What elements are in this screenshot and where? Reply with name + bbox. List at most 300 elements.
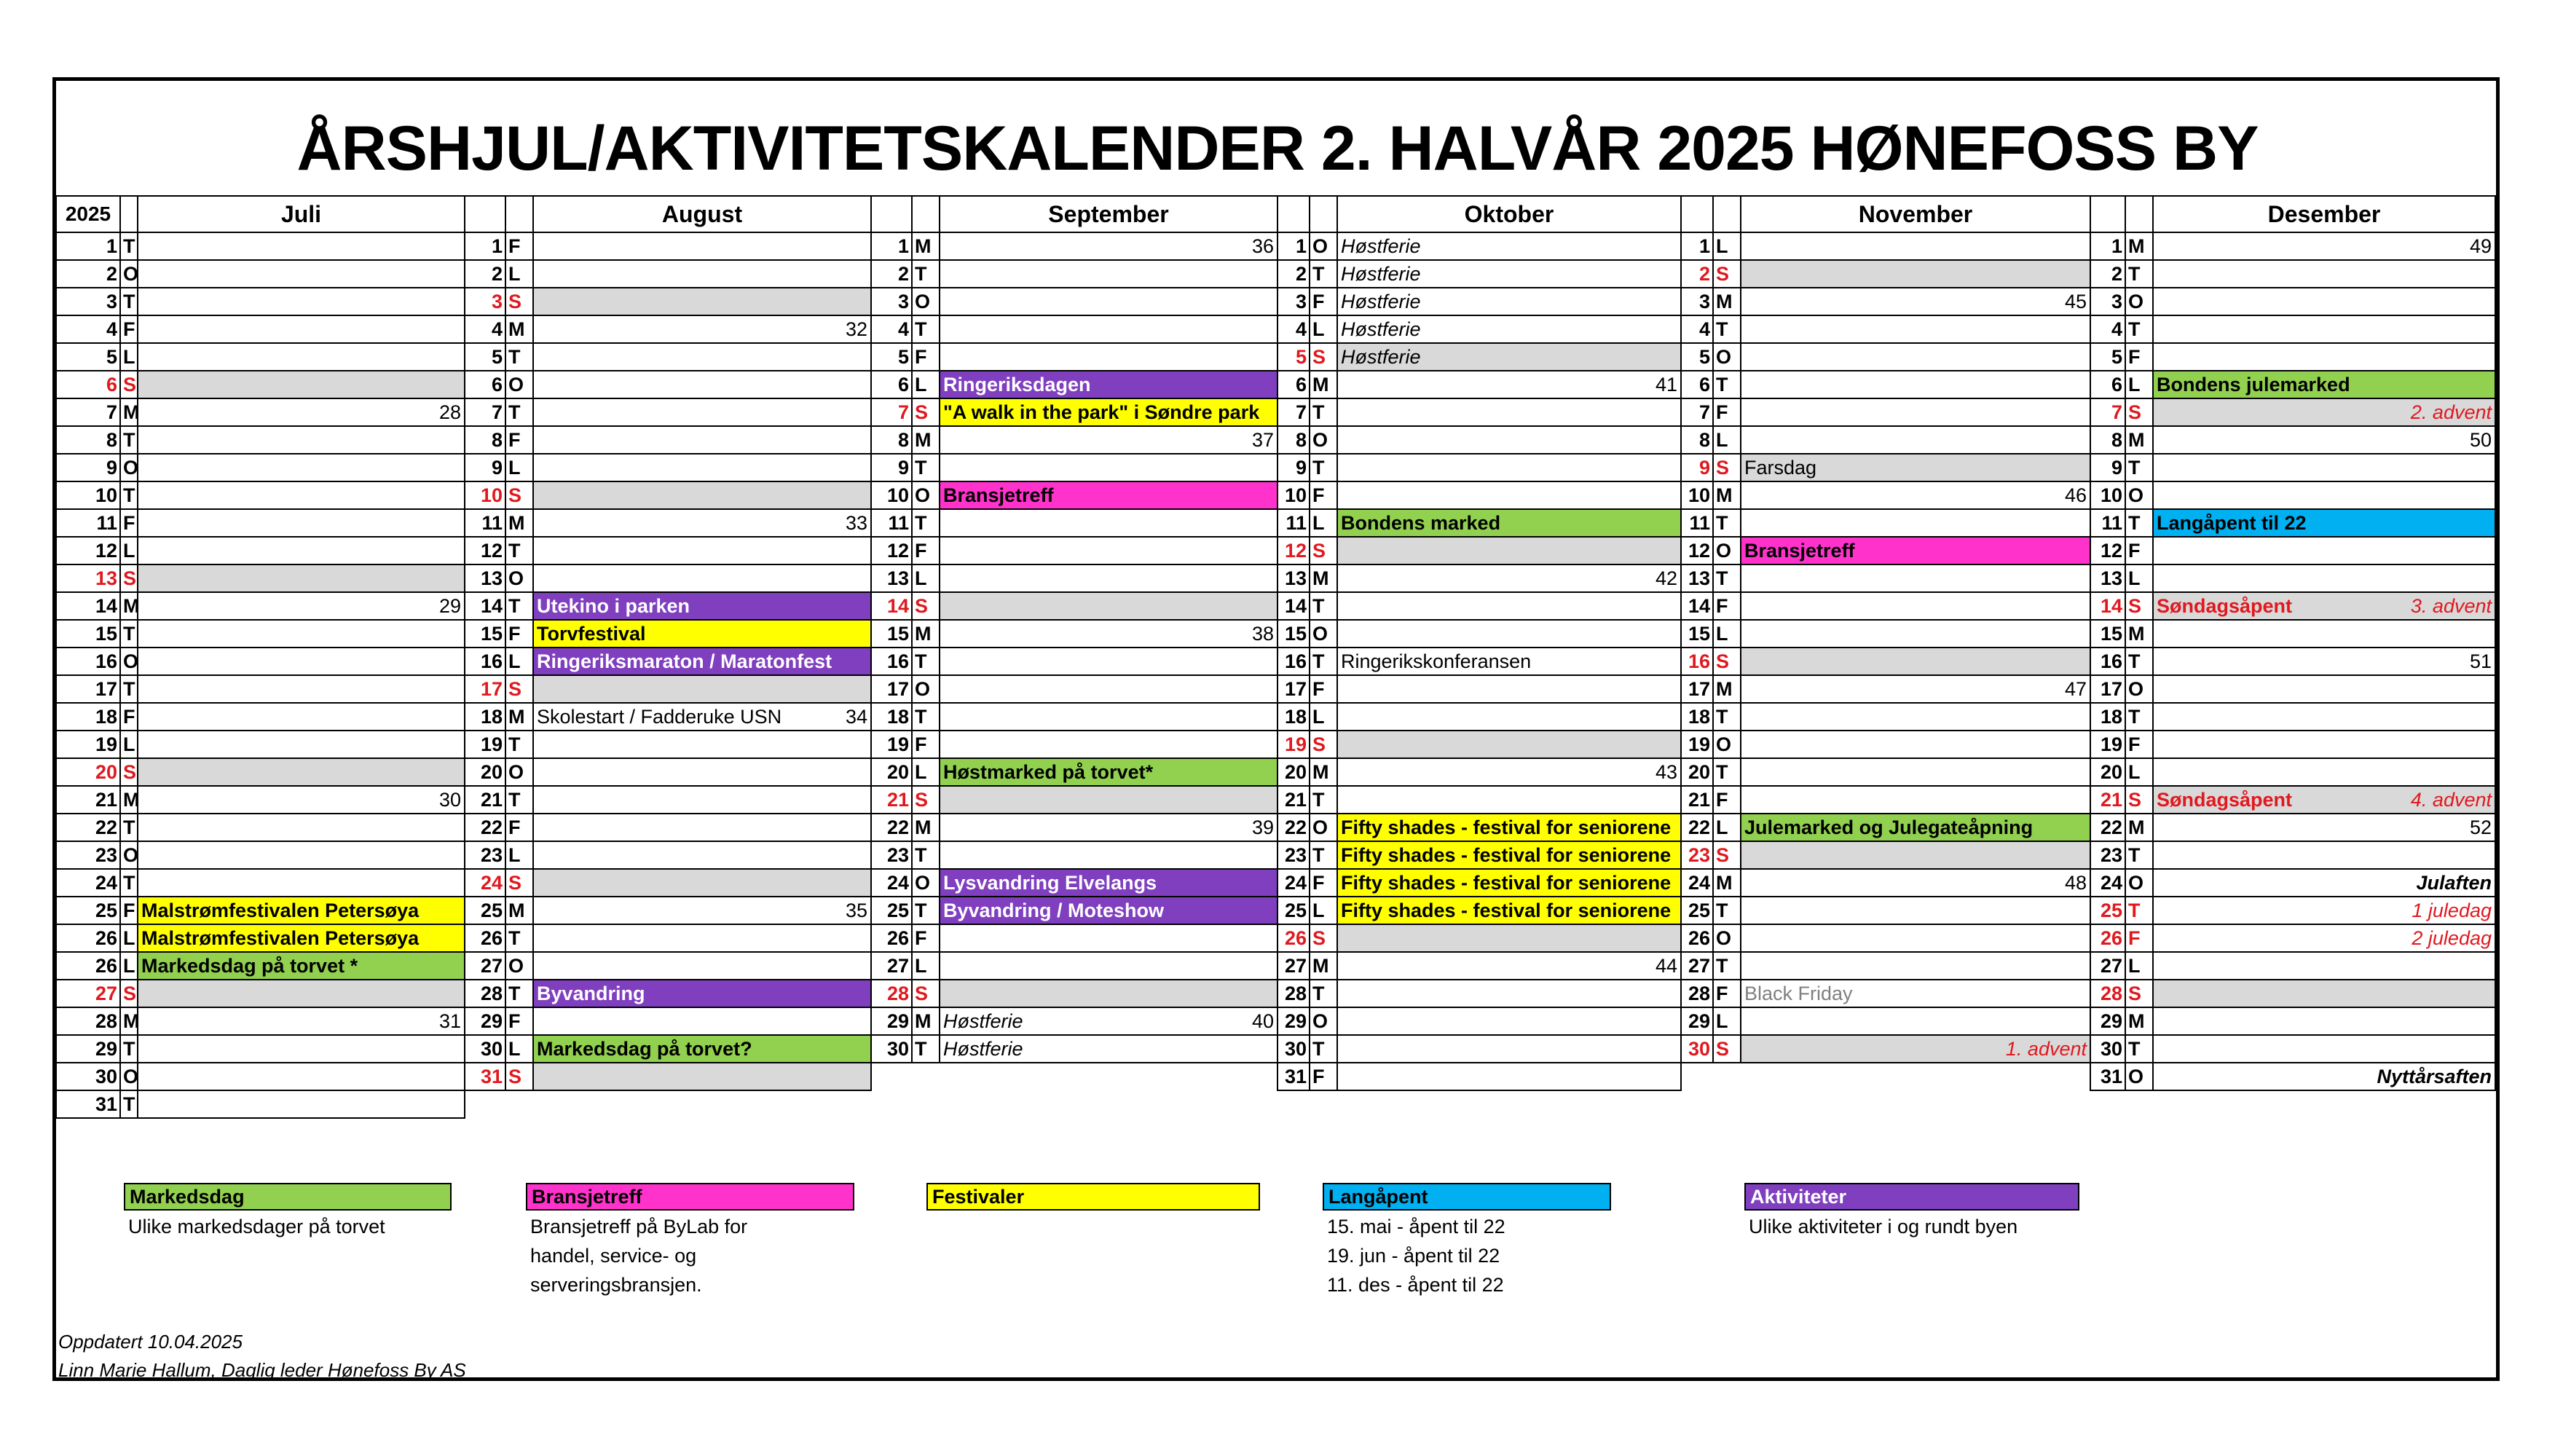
holiday-note: 3. advent: [2410, 595, 2492, 617]
event-cell: [2153, 620, 2495, 648]
event-cell: [940, 481, 1278, 509]
day-number: 3: [2090, 288, 2125, 315]
event-cell: [1741, 786, 2090, 814]
event-cell: [940, 980, 1278, 1007]
weekday-letter: O: [505, 758, 533, 786]
event-cell: [138, 426, 465, 454]
weekday-letter: M: [120, 786, 138, 814]
weekday-letter: M: [1310, 758, 1337, 786]
calendar-row: [56, 1035, 2495, 1063]
day-number: 7: [1278, 398, 1310, 426]
weekday-letter: O: [912, 481, 940, 509]
weekday-letter: T: [1310, 841, 1337, 869]
weekday-letter: T: [2125, 841, 2153, 869]
day-number: 25: [871, 897, 912, 924]
event-cell: [2153, 592, 2495, 620]
event-cell: [138, 1035, 465, 1063]
holiday-note: 2 juledag: [2412, 927, 2492, 949]
day-number: 7: [871, 398, 912, 426]
weekday-letter: F: [1310, 869, 1337, 897]
day-number: 28: [465, 980, 505, 1007]
day-number: 11: [871, 509, 912, 537]
event-cell: [1337, 232, 1681, 260]
month-header-row: [56, 196, 2495, 232]
event-cell: [2153, 648, 2495, 675]
event-label: Black Friday: [1744, 983, 1853, 1004]
event-cell: [533, 952, 871, 980]
day-number: 9: [56, 454, 120, 481]
event-label: "A walk in the park" i Søndre park: [943, 401, 1260, 423]
day-number: 2: [2090, 260, 2125, 288]
weekday-letter: M: [1713, 481, 1741, 509]
weekday-letter: F: [120, 897, 138, 924]
event-label: Lysvandring Elvelangs: [943, 872, 1157, 894]
event-cell: [940, 786, 1278, 814]
event-cell: [2153, 564, 2495, 592]
day-number: 18: [2090, 703, 2125, 731]
day-number: 18: [1681, 703, 1713, 731]
event-label: Julemarked og Julegateåpning: [1744, 816, 2034, 838]
event-cell: [1337, 371, 1681, 398]
weekday-letter: S: [912, 980, 940, 1007]
event-cell: [533, 924, 871, 952]
day-number: 9: [465, 454, 505, 481]
event-label: Høstferie: [1341, 346, 1421, 368]
weekday-letter: M: [505, 509, 533, 537]
empty-cell: [1741, 1090, 2090, 1118]
day-number: 23: [1278, 841, 1310, 869]
day-number: 24: [1278, 869, 1310, 897]
event-label: Langåpent til 22: [2157, 512, 2307, 534]
header-blank: [871, 196, 912, 232]
author-note: Linn Marie Hallum, Daglig leder Hønefoss By AS: [58, 1359, 466, 1381]
event-cell: [2153, 509, 2495, 537]
calendar-row: [56, 814, 2495, 841]
day-number: 3: [465, 288, 505, 315]
weekday-letter: S: [505, 1063, 533, 1090]
event-cell: [138, 1063, 465, 1090]
day-number: 27: [871, 952, 912, 980]
calendar-row: [56, 398, 2495, 426]
day-number: 19: [56, 731, 120, 758]
day-number: 12: [465, 537, 505, 564]
week-number: 30: [438, 789, 461, 811]
event-label: Fifty shades - festival for seniorene: [1341, 816, 1672, 838]
event-cell: [940, 841, 1278, 869]
event-cell: [1741, 426, 2090, 454]
weekday-letter: S: [1310, 537, 1337, 564]
weekday-letter: O: [505, 371, 533, 398]
event-cell: [2153, 398, 2495, 426]
calendar-row: [56, 454, 2495, 481]
calendar-row: [56, 952, 2495, 980]
holiday-note: 1 juledag: [2412, 900, 2492, 921]
event-cell: [1337, 426, 1681, 454]
event-label: Byvandring / Moteshow: [943, 900, 1165, 921]
weekday-letter: S: [505, 869, 533, 897]
event-label: Bondens julemarked: [2157, 374, 2350, 396]
event-cell: [1337, 481, 1681, 509]
weekday-letter: M: [2125, 232, 2153, 260]
weekday-letter: S: [1713, 648, 1741, 675]
event-cell: [1337, 675, 1681, 703]
event-cell: [138, 1090, 465, 1118]
event-cell: [940, 897, 1278, 924]
day-number: 8: [1278, 426, 1310, 454]
event-label: Malstrømfestivalen Petersøya: [141, 927, 420, 949]
day-number: 16: [1278, 648, 1310, 675]
event-cell: [940, 288, 1278, 315]
day-number: 8: [465, 426, 505, 454]
empty-cell: [505, 1090, 533, 1118]
event-cell: [1337, 398, 1681, 426]
calendar-row: [56, 426, 2495, 454]
calendar-row: [56, 841, 2495, 869]
day-number: 13: [2090, 564, 2125, 592]
event-cell: [1337, 509, 1681, 537]
calendar-row: [56, 786, 2495, 814]
event-cell: [1741, 1035, 2090, 1063]
weekday-letter: S: [912, 592, 940, 620]
weekday-letter: O: [120, 454, 138, 481]
weekday-letter: S: [2125, 592, 2153, 620]
event-cell: [940, 454, 1278, 481]
week-number: 39: [1251, 816, 1274, 838]
event-cell: [138, 232, 465, 260]
event-cell: [940, 592, 1278, 620]
weekday-letter: T: [912, 648, 940, 675]
event-cell: [2153, 537, 2495, 564]
event-cell: [138, 315, 465, 343]
weekday-letter: S: [120, 758, 138, 786]
event-cell: [940, 620, 1278, 648]
event-cell: [1337, 758, 1681, 786]
event-cell: [2153, 869, 2495, 897]
weekday-letter: O: [505, 564, 533, 592]
day-number: 30: [871, 1035, 912, 1063]
weekday-letter: O: [1310, 814, 1337, 841]
empty-cell: [2153, 1090, 2495, 1118]
day-number: 26: [465, 924, 505, 952]
weekday-letter: L: [912, 758, 940, 786]
day-number: 12: [1278, 537, 1310, 564]
calendar-row: [56, 371, 2495, 398]
day-number: 14: [56, 592, 120, 620]
week-number: 31: [438, 1010, 461, 1032]
weekday-letter: T: [505, 343, 533, 371]
day-number: 15: [1278, 620, 1310, 648]
weekday-letter: T: [1713, 509, 1741, 537]
day-number: 3: [1681, 288, 1713, 315]
weekday-letter: S: [1713, 841, 1741, 869]
event-cell: [940, 371, 1278, 398]
weekday-letter: O: [1310, 620, 1337, 648]
calendar-row: [56, 675, 2495, 703]
weekday-letter: T: [505, 537, 533, 564]
day-number: 8: [871, 426, 912, 454]
event-label: Høstferie: [1341, 318, 1421, 340]
weekday-letter: L: [2125, 371, 2153, 398]
event-cell: [2153, 232, 2495, 260]
day-number: 5: [465, 343, 505, 371]
day-number: 31: [1278, 1063, 1310, 1090]
day-number: 24: [56, 869, 120, 897]
weekday-letter: O: [912, 869, 940, 897]
event-cell: [940, 952, 1278, 980]
weekday-letter: O: [120, 260, 138, 288]
header-blank: [2125, 196, 2153, 232]
event-cell: [1741, 371, 2090, 398]
day-number: 30: [465, 1035, 505, 1063]
weekday-letter: L: [505, 260, 533, 288]
event-cell: [533, 897, 871, 924]
weekday-letter: S: [1310, 731, 1337, 758]
weekday-letter: T: [1310, 398, 1337, 426]
weekday-letter: M: [912, 620, 940, 648]
event-cell: [138, 731, 465, 758]
weekday-letter: M: [1310, 564, 1337, 592]
event-cell: [940, 758, 1278, 786]
day-number: 20: [2090, 758, 2125, 786]
event-cell: [1741, 398, 2090, 426]
day-number: 19: [1278, 731, 1310, 758]
calendar-row: [56, 260, 2495, 288]
month-header-september: September: [940, 196, 1278, 232]
event-cell: [1741, 841, 2090, 869]
day-number: 1: [1681, 232, 1713, 260]
event-cell: [2153, 758, 2495, 786]
day-number: 17: [1278, 675, 1310, 703]
weekday-letter: T: [120, 426, 138, 454]
calendar-row: [56, 869, 2495, 897]
event-cell: [533, 537, 871, 564]
day-number: 2: [465, 260, 505, 288]
weekday-letter: T: [912, 1035, 940, 1063]
event-cell: [2153, 1007, 2495, 1035]
weekday-letter: M: [912, 232, 940, 260]
week-number: 33: [845, 512, 867, 534]
day-number: 6: [465, 371, 505, 398]
page-title: ÅRSHJUL/AKTIVITETSKALENDER 2. HALVÅR 2025 HØNEFOSS BY: [296, 114, 2259, 184]
weekday-letter: F: [1713, 980, 1741, 1007]
event-cell: [940, 398, 1278, 426]
weekday-letter: M: [912, 1007, 940, 1035]
calendar-row: [56, 592, 2495, 620]
legend-description: Ulike markedsdager på torvet: [128, 1216, 385, 1237]
weekday-letter: S: [2125, 786, 2153, 814]
event-cell: [533, 481, 871, 509]
day-number: 16: [2090, 648, 2125, 675]
event-cell: [1337, 537, 1681, 564]
event-cell: [2153, 1063, 2495, 1090]
event-label: Søndagsåpent: [2157, 595, 2293, 617]
weekday-letter: T: [120, 288, 138, 315]
event-cell: [138, 398, 465, 426]
weekday-letter: F: [505, 1007, 533, 1035]
event-cell: [138, 924, 465, 952]
weekday-letter: F: [120, 509, 138, 537]
event-cell: [1337, 648, 1681, 675]
calendar-row: [56, 509, 2495, 537]
event-cell: [1337, 952, 1681, 980]
weekday-letter: O: [1713, 924, 1741, 952]
day-number: 18: [1278, 703, 1310, 731]
event-cell: [533, 288, 871, 315]
day-number: 26: [2090, 924, 2125, 952]
weekday-letter: S: [120, 371, 138, 398]
day-number: 6: [871, 371, 912, 398]
day-number: 17: [1681, 675, 1713, 703]
day-number: 10: [465, 481, 505, 509]
weekday-letter: L: [1310, 897, 1337, 924]
day-number: 20: [871, 758, 912, 786]
day-number: 28: [1278, 980, 1310, 1007]
day-number: 2: [1681, 260, 1713, 288]
weekday-letter: L: [120, 924, 138, 952]
week-number: 35: [845, 900, 867, 921]
weekday-letter: T: [505, 592, 533, 620]
day-number: 8: [1681, 426, 1713, 454]
event-cell: [1337, 703, 1681, 731]
week-number: 36: [1251, 235, 1274, 257]
event-cell: [533, 841, 871, 869]
event-cell: [138, 1007, 465, 1035]
week-number: 28: [438, 401, 461, 423]
weekday-letter: T: [120, 481, 138, 509]
event-cell: [533, 814, 871, 841]
weekday-letter: T: [505, 980, 533, 1007]
day-number: 3: [1278, 288, 1310, 315]
day-number: 1: [56, 232, 120, 260]
legend-description: handel, service- og: [530, 1245, 697, 1267]
day-number: 25: [2090, 897, 2125, 924]
weekday-letter: T: [1713, 758, 1741, 786]
day-number: 5: [2090, 343, 2125, 371]
weekday-letter: S: [1310, 343, 1337, 371]
event-cell: [1741, 758, 2090, 786]
day-number: 21: [56, 786, 120, 814]
event-cell: [138, 897, 465, 924]
event-cell: [1337, 924, 1681, 952]
weekday-letter: L: [2125, 564, 2153, 592]
day-number: 31: [56, 1090, 120, 1118]
event-cell: [2153, 897, 2495, 924]
weekday-letter: T: [120, 675, 138, 703]
weekday-letter: O: [120, 648, 138, 675]
event-cell: [1741, 343, 2090, 371]
event-label: Høstferie: [943, 1038, 1023, 1060]
event-cell: [533, 592, 871, 620]
event-label: Markedsdag på torvet *: [141, 955, 358, 977]
event-cell: [138, 814, 465, 841]
event-label: Ringeriksdagen: [943, 374, 1091, 396]
event-label: Bondens marked: [1341, 512, 1501, 534]
weekday-letter: T: [1310, 592, 1337, 620]
week-number: 49: [2469, 235, 2492, 257]
day-number: 6: [1278, 371, 1310, 398]
weekday-letter: S: [120, 564, 138, 592]
event-cell: [2153, 371, 2495, 398]
weekday-letter: O: [1713, 343, 1741, 371]
day-number: 16: [56, 648, 120, 675]
event-label: Fifty shades - festival for seniorene: [1341, 872, 1672, 894]
day-number: 21: [2090, 786, 2125, 814]
calendar-grid: [55, 195, 2496, 1119]
event-cell: [533, 398, 871, 426]
weekday-letter: T: [1713, 371, 1741, 398]
day-number: 30: [1278, 1035, 1310, 1063]
empty-cell: [1337, 1090, 1681, 1118]
event-cell: [138, 841, 465, 869]
weekday-letter: F: [1310, 1063, 1337, 1090]
event-cell: [1337, 841, 1681, 869]
event-label: Fifty shades - festival for seniorene: [1341, 900, 1672, 921]
weekday-letter: T: [2125, 509, 2153, 537]
event-cell: [533, 1063, 871, 1090]
day-number: 15: [465, 620, 505, 648]
day-number: 4: [1681, 315, 1713, 343]
day-number: 13: [1681, 564, 1713, 592]
day-number: 29: [1681, 1007, 1713, 1035]
event-cell: [1337, 980, 1681, 1007]
weekday-letter: L: [120, 952, 138, 980]
week-number: 46: [2064, 484, 2087, 506]
weekday-letter: O: [912, 675, 940, 703]
day-number: 29: [871, 1007, 912, 1035]
header-blank: [1310, 196, 1337, 232]
day-number: 13: [871, 564, 912, 592]
event-cell: [533, 426, 871, 454]
weekday-letter: T: [120, 869, 138, 897]
weekday-letter: T: [912, 897, 940, 924]
event-cell: [1337, 1063, 1681, 1090]
event-cell: [1337, 1035, 1681, 1063]
event-cell: [1741, 564, 2090, 592]
day-number: 17: [56, 675, 120, 703]
week-number: 44: [1655, 955, 1677, 977]
header-blank: [2090, 196, 2125, 232]
event-cell: [138, 648, 465, 675]
holiday-note: 1. advent: [2005, 1038, 2087, 1060]
day-number: 9: [1681, 454, 1713, 481]
header-blank: [465, 196, 505, 232]
weekday-letter: T: [505, 786, 533, 814]
day-number: 27: [56, 980, 120, 1007]
weekday-letter: F: [1713, 398, 1741, 426]
weekday-letter: T: [912, 703, 940, 731]
legend-aktiviteter: Aktiviteter: [1744, 1183, 2079, 1211]
weekday-letter: F: [912, 731, 940, 758]
event-cell: [940, 731, 1278, 758]
weekday-letter: F: [505, 620, 533, 648]
weekday-letter: T: [120, 814, 138, 841]
header-blank: [120, 196, 138, 232]
event-cell: [2153, 481, 2495, 509]
event-cell: [1337, 288, 1681, 315]
day-number: 6: [2090, 371, 2125, 398]
day-number: 4: [871, 315, 912, 343]
header-blank: [505, 196, 533, 232]
weekday-letter: T: [120, 620, 138, 648]
event-cell: [138, 288, 465, 315]
day-number: 25: [1278, 897, 1310, 924]
legend-festivaler: Festivaler: [926, 1183, 1260, 1211]
day-number: 3: [56, 288, 120, 315]
weekday-letter: O: [120, 841, 138, 869]
event-cell: [2153, 980, 2495, 1007]
day-number: 22: [1278, 814, 1310, 841]
calendar-row: [56, 980, 2495, 1007]
